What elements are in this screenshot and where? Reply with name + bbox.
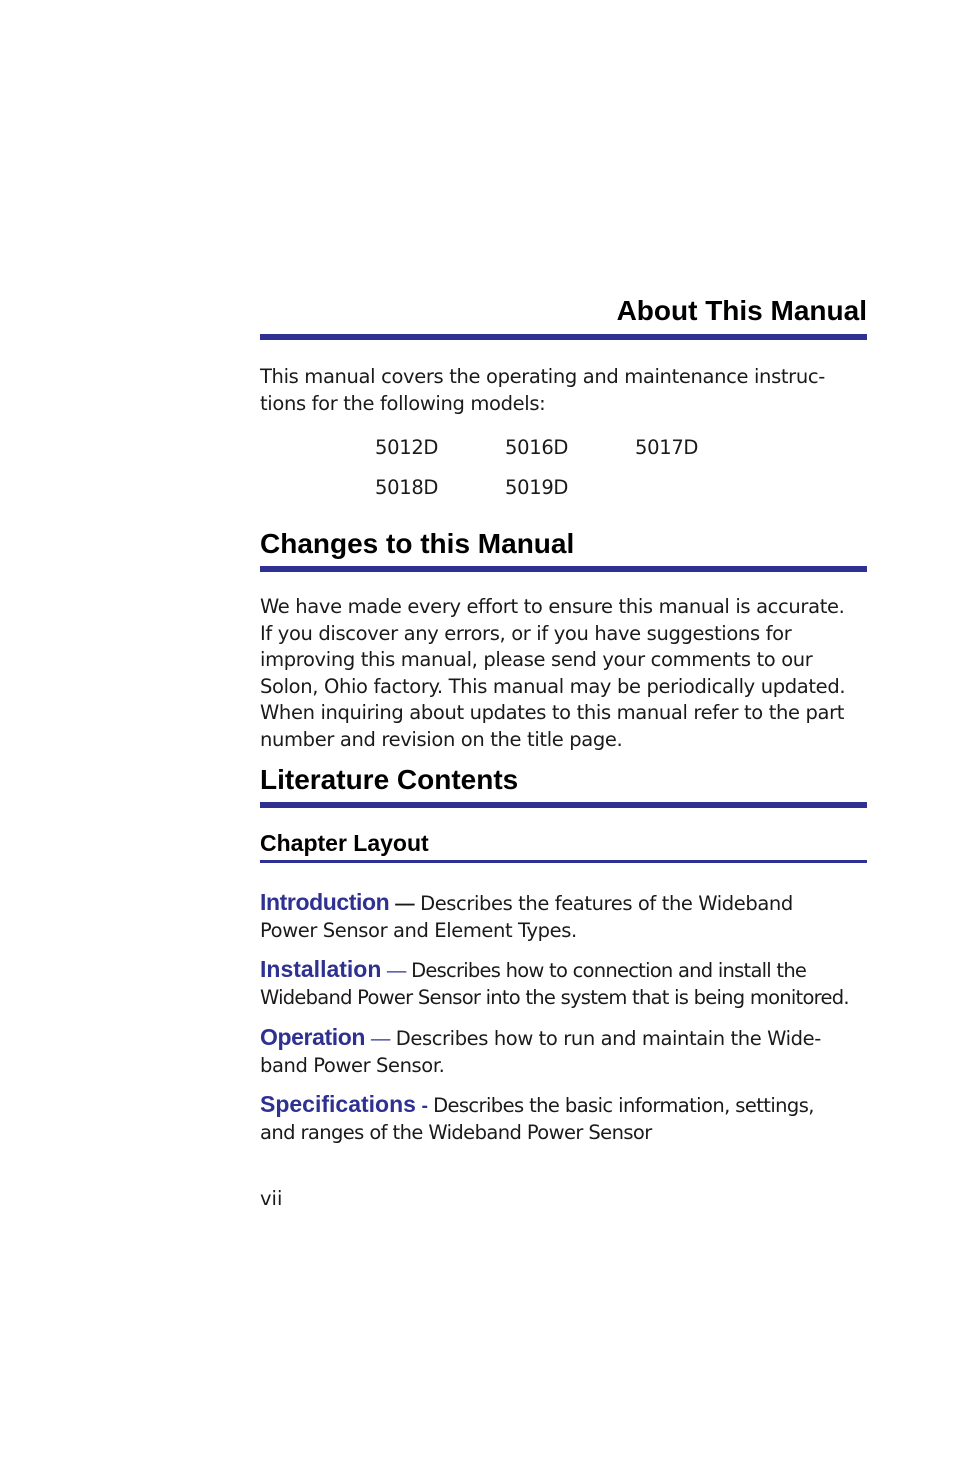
entry-operation xyxy=(260,1024,867,1079)
changes-line-6: number and revision on the title page. xyxy=(260,727,623,751)
chapter-layout-header xyxy=(260,830,867,857)
about-intro xyxy=(260,364,867,417)
entry-term-introduction: Introduction xyxy=(260,889,390,915)
changes-line-2: If you discover any errors, or if you have suggestions for xyxy=(260,621,792,645)
entry-line2-introduction: Power Sensor and Element Types. xyxy=(260,918,577,942)
changes-line-1: We have made every effort to ensure this manual is accurate. xyxy=(260,595,845,618)
changes-body xyxy=(260,594,867,754)
about-section-header xyxy=(260,296,867,327)
entry-line1-specifications: Describes the basic information, settings, xyxy=(433,1094,814,1117)
changes-line-4: Solon, Ohio factory. This manual may be periodically updated. xyxy=(260,674,846,698)
about-intro-line-1: This manual covers the operating and maintenance instruc- xyxy=(260,365,825,388)
model-5016d: 5016D xyxy=(505,436,569,459)
literature-title-rule xyxy=(260,802,867,808)
entry-line1-operation: Describes how to run and maintain the Wide- xyxy=(395,1027,821,1050)
model-5017d: 5017D xyxy=(635,436,699,459)
entry-specifications xyxy=(260,1091,867,1146)
entry-separator-operation: — xyxy=(370,1028,390,1050)
about-title-rule xyxy=(260,334,867,340)
entry-line2-operation: band Power Sensor. xyxy=(260,1053,445,1077)
changes-line-5: When inquiring about updates to this manual refer to the part xyxy=(260,701,845,725)
entry-separator-installation: — xyxy=(386,960,406,982)
entry-separator-specifications: - xyxy=(421,1095,428,1117)
entry-line2-installation: Wideband Power Sensor into the system that is being monitored. xyxy=(260,985,849,1009)
model-5019d: 5019D xyxy=(505,476,569,499)
model-5012d: 5012D xyxy=(375,436,439,459)
literature-section-header xyxy=(260,765,867,796)
entry-line1-introduction: Describes the features of the Wideband xyxy=(420,892,793,915)
entry-line2-specifications: and ranges of the Wideband Power Sensor xyxy=(260,1120,652,1144)
changes-title: Changes to this Manual xyxy=(260,528,575,559)
page-number: vii xyxy=(260,1187,283,1210)
changes-section-header xyxy=(260,529,867,560)
model-5018d: 5018D xyxy=(375,476,439,499)
literature-title: Literature Contents xyxy=(260,764,519,795)
entry-term-operation: Operation xyxy=(260,1024,366,1050)
entry-term-specifications: Specifications xyxy=(260,1091,416,1117)
chapter-layout-title: Chapter Layout xyxy=(260,830,429,856)
changes-title-rule xyxy=(260,566,867,572)
entry-introduction xyxy=(260,889,867,944)
chapter-layout-rule xyxy=(260,860,867,863)
changes-line-3: improving this manual, please send your comments to our xyxy=(260,648,813,672)
about-intro-line-2: tions for the following models: xyxy=(260,391,546,415)
entry-line1-installation: Describes how to connection and install the xyxy=(411,959,807,982)
entry-term-installation: Installation xyxy=(260,956,382,982)
entry-separator-introduction: — xyxy=(395,893,415,915)
entry-installation xyxy=(260,956,867,1011)
about-title: About This Manual xyxy=(616,295,867,326)
